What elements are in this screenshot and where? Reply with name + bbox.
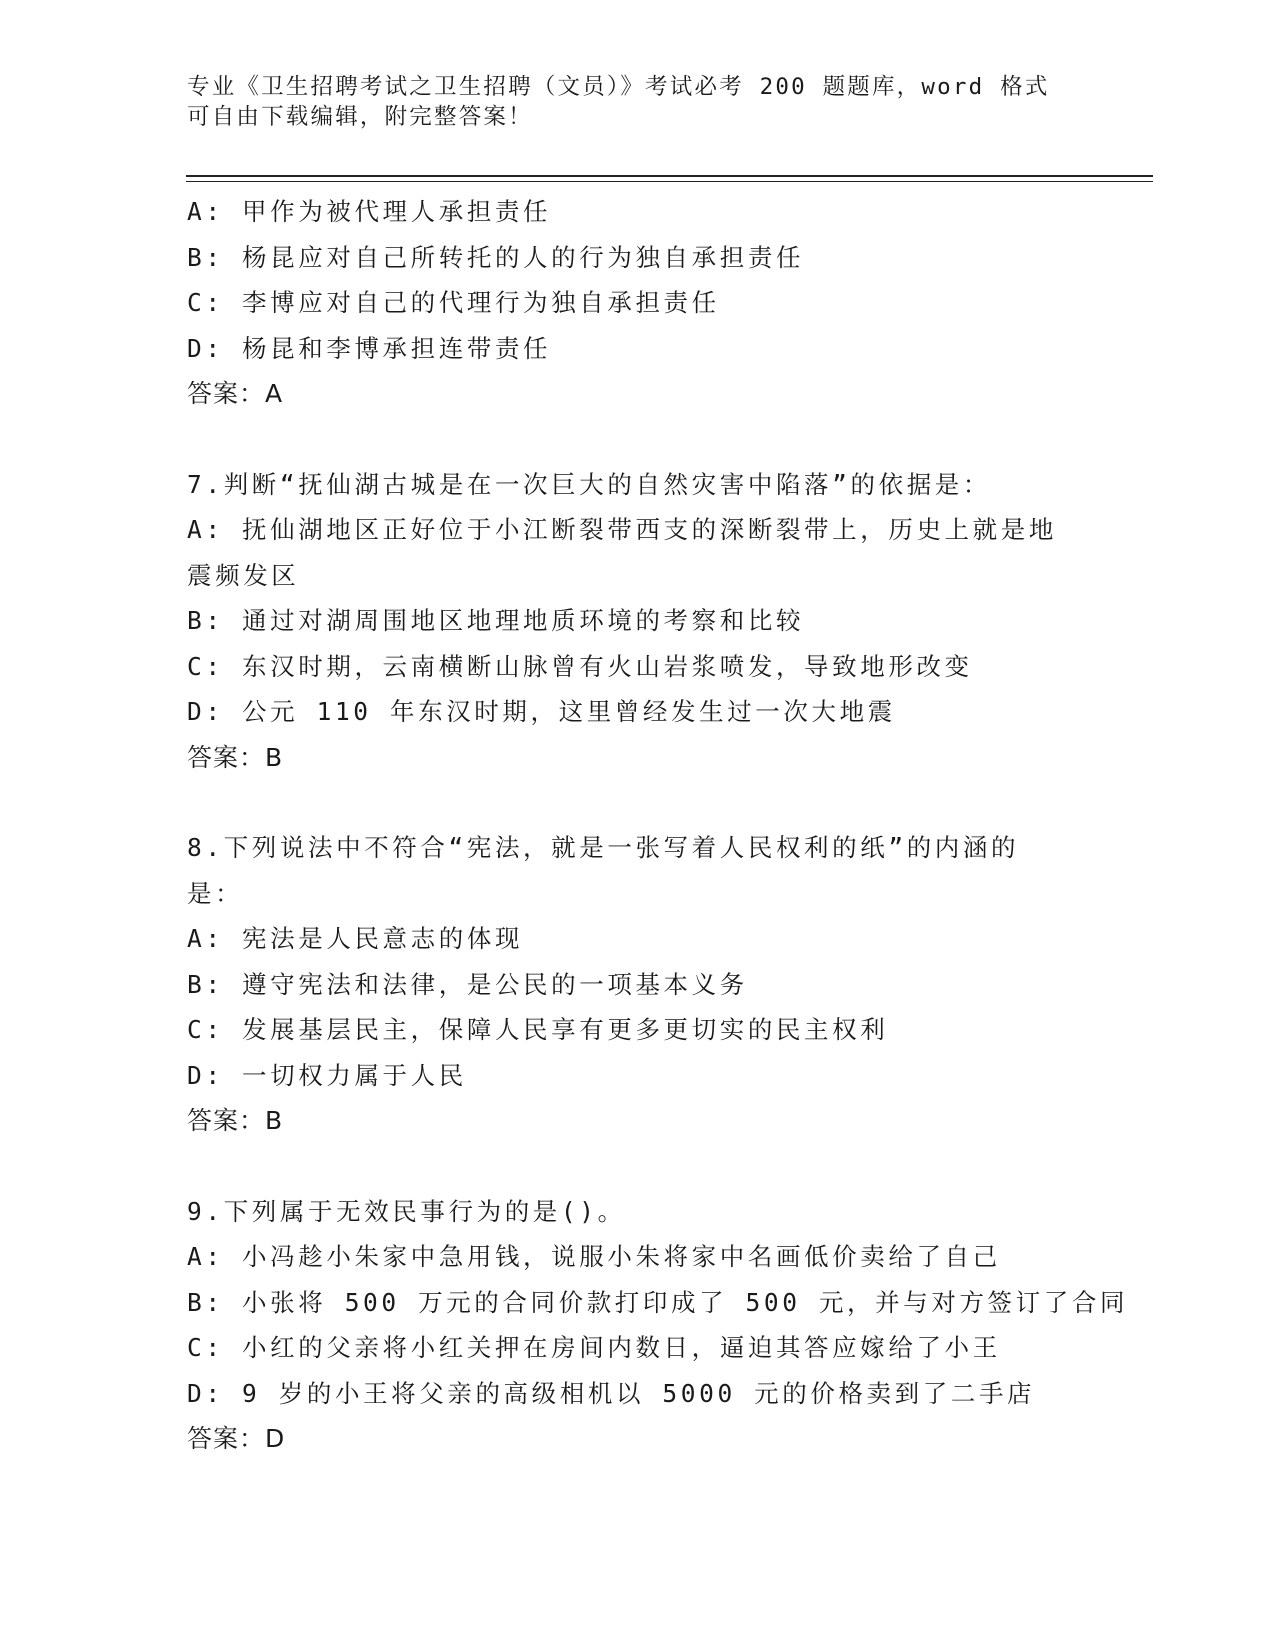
answer-line: 答案：B	[187, 742, 284, 772]
option-a: A: 抚仙湖地区正好位于小江断裂带西支的深断裂带上，历史上就是地	[187, 515, 1057, 544]
question-text-continued: 是：	[187, 878, 244, 908]
document-header: 专业《卫生招聘考试之卫生招聘（文员）》考试必考 200 题题库，word 格式可自由下载编辑，附完整答案！	[187, 74, 1050, 130]
question-block	[187, 825, 1087, 1144]
option-c: C: 发展基层民主，保障人民享有更多更切实的民主权利	[187, 1015, 889, 1044]
option-d: D: 9 岁的小王将父亲的高级相机以 5000 元的价格卖到了二手店	[187, 1378, 1036, 1408]
question-list	[187, 189, 1129, 1462]
option-b: B: 小张将 500 万元的合同价款打印成了 500 元，并与对方签订了合同	[187, 1287, 1129, 1317]
option-d: D: 杨昆和李博承担连带责任	[187, 333, 552, 363]
answer-line: 答案：D	[187, 1424, 286, 1453]
option-b: B: 通过对湖周围地区地理地质环境的考察和比较	[187, 606, 805, 635]
block-spacer	[187, 1144, 1087, 1189]
header-divider-thick	[186, 175, 1153, 177]
header-divider-thin	[186, 181, 1153, 182]
option-a: A: 小冯趁小朱家中急用钱，说服小朱将家中名画低价卖给了自己	[187, 1242, 1001, 1271]
option-a: A: 甲作为被代理人承担责任	[187, 197, 552, 226]
option-c: C: 小红的父亲将小红关押在房间内数日，逼迫其答应嫁给了小王	[187, 1333, 1001, 1362]
question-text: 9.下列属于无效民事行为的是()。	[187, 1196, 626, 1226]
question-text: 7.判断“抚仙湖古城是在一次巨大的自然灾害中陷落”的依据是：	[187, 469, 991, 499]
question-block	[187, 462, 1087, 781]
option-a: A: 宪法是人民意志的体现	[187, 924, 524, 953]
answer-line: 答案：B	[187, 1106, 284, 1135]
block-spacer	[187, 417, 1087, 462]
option-a-continued: 震频发区	[187, 560, 300, 590]
question-block	[187, 1189, 1129, 1462]
option-d: D: 公元 110 年东汉时期，这里曾经发生过一次大地震	[187, 697, 896, 726]
option-b: B: 杨昆应对自己所转托的人的行为独自承担责任	[187, 242, 805, 272]
question-text: 8.下列说法中不符合“宪法，就是一张写着人民权利的纸”的内涵的	[187, 833, 1020, 862]
question-block	[187, 189, 1087, 417]
option-c: C: 东汉时期，云南横断山脉曾有火山岩浆喷发，导致地形改变	[187, 651, 973, 681]
option-b: B: 遵守宪法和法律，是公民的一项基本义务	[187, 969, 748, 999]
option-c: C: 李博应对自己的代理行为独自承担责任	[187, 288, 720, 317]
answer-line: 答案：A	[187, 379, 284, 408]
option-d: D: 一切权力属于人民	[187, 1060, 467, 1090]
block-spacer	[187, 780, 1087, 825]
